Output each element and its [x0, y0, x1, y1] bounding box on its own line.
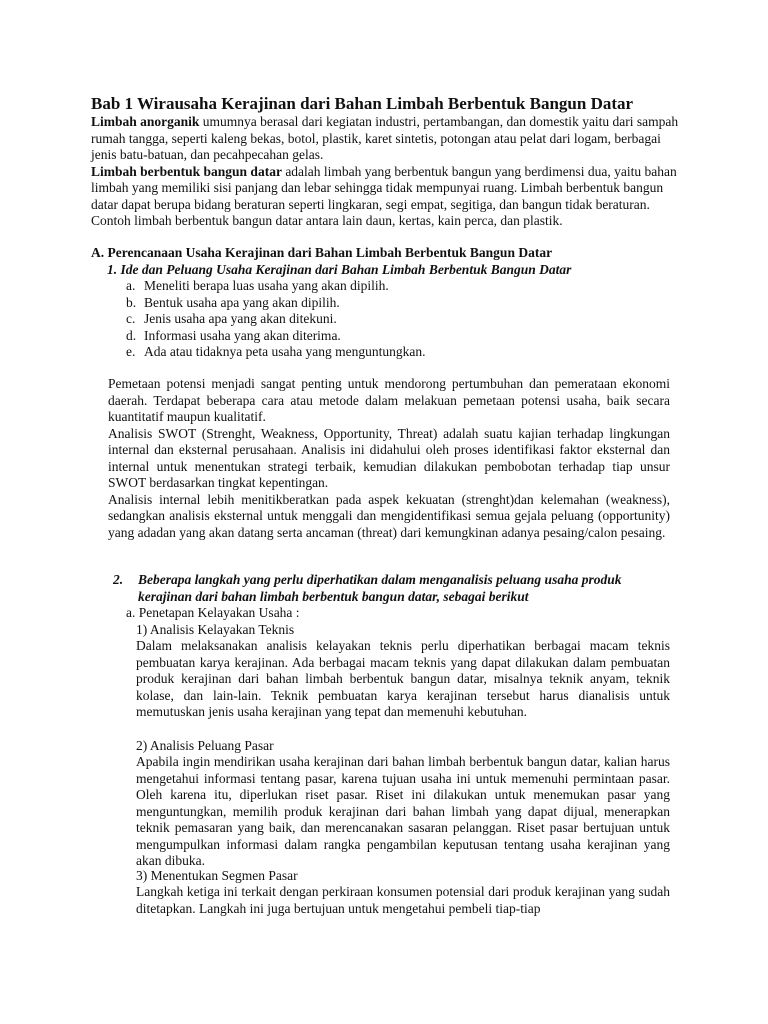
intro-text: adalah limbah yang berbentuk bangun yang berdimensi dua, yaitu bahan limbah yang memiliki sisi panjang dan lebar sehingga tidak mempunyai ruang. Limbah berbentuk bangun datar dapat berupa bidang beraturan seperti lingkaran, segi empat, segitiga, dan bangun tidak beraturan. Contoh limbah berbentuk bangun datar antara lain daun, kertas, kain perca, dan plastik. [91, 163, 677, 228]
body-paragraph: Pemetaan potensi menjadi sangat penting untuk mendorong pertumbuhan dan pemerataan ekonomi daerah. Terdapat beberapa cara atau metode dalam melakuan pemetaan potensi usaha, baik secara kuantitatif maupun kualitatif. [108, 376, 670, 424]
list-item-text: Informasi usaha yang akan diterima. [144, 327, 341, 343]
intro-term: Limbah berbentuk bangun datar [91, 163, 282, 179]
analysis-body-segment [136, 884, 670, 917]
list-item-text: Bentuk usaha apa yang akan dipilih. [144, 294, 340, 310]
analysis-heading-technical: 1) Analisis Kelayakan Teknis [136, 622, 295, 637]
list-item [126, 278, 426, 295]
body-paragraph: Analisis SWOT (Strenght, Weakness, Opportunity, Threat) adalah suatu kajian terhadap lingkungan internal dan eksternal perusahaan. Analisis ini didahului oleh proses identifikasi faktor eksternal dan internal untuk menentukan strategi terbaik, kemudian dilakukan pembobotan terhadap tiap unsur SWOT berdasarkan tingkat kepentingan. [108, 425, 670, 490]
intro-text: umumnya berasal dari kegiatan industri, pertambangan, dan domestik yaitu dari sampah rumah tangga, seperti kaleng bekas, botol, plastik, karet sintetis, potongan atau pelat dari logam, berbagai jenis batu-batuan, dan pecahpecahan gelas. [91, 114, 679, 162]
list-marker: b. [126, 294, 137, 310]
list-item-text: Jenis usaha apa yang akan ditekuni. [144, 311, 337, 326]
subsection-1-list [126, 278, 426, 361]
intro-term: Limbah anorganik [91, 114, 200, 129]
subsection-2-title: Beberapa langkah yang perlu diperhatikan dalam menganalisis peluang usaha produk kerajinan dari bahan limbah berbentuk bangun datar, sebagai berikut [138, 572, 622, 604]
subsection-1-heading: 1. Ide dan Peluang Usaha Kerajinan dari Bahan Limbah Berbentuk Bangun Datar [107, 262, 572, 277]
body-paragraph: Dalam melaksanakan analisis kelayakan teknis perlu diperhatikan berbagai macam teknis pembuatan karya kerajinan. Ada berbagai macam teknis yang dapat dilakukan dalam pembuatan produk kerajinan dari bahan limbah berbentuk bangun datar, misalnya teknik anyam, teknik kolase, dan lain-lain. Teknik pembuatan karya kerajinan tersebut harus dianalisis untuk memutuskan jenis usaha kerajinan yang tepat dan memenuhi kebutuhan. [136, 638, 670, 719]
list-marker: e. [126, 344, 136, 359]
list-item-text: Ada atau tidaknya peta usaha yang menguntungkan. [144, 344, 426, 359]
intro-block [91, 114, 679, 230]
list-item-text: Meneliti berapa luas usaha yang akan dipilih. [144, 278, 389, 293]
list-marker: d. [126, 327, 137, 343]
page-title: Bab 1 Wirausaha Kerajinan dari Bahan Limbah Berbentuk Bangun Datar [91, 94, 634, 113]
list-marker: c. [126, 311, 136, 326]
body-paragraph: Langkah ketiga ini terkait dengan perkiraan konsumen potensial dari produk kerajinan yang sudah ditetapkan. Langkah ini juga bertujuan untuk mengetahui pembeli tiap-tiap [136, 884, 670, 916]
list-item [126, 344, 426, 361]
intro-paragraph [91, 114, 679, 164]
list-item [126, 311, 426, 328]
subsection-2-heading [113, 572, 643, 605]
intro-paragraph [91, 164, 679, 230]
analysis-body-technical [136, 638, 670, 721]
subsection-2-number: 2. [113, 572, 124, 587]
analysis-body-market [136, 754, 670, 870]
analysis-heading-segment: 3) Menentukan Segmen Pasar [136, 868, 298, 883]
body-paragraph: Apabila ingin mendirikan usaha kerajinan dari bahan limbah berbentuk bangun datar, kalian harus mengetahui informasi tentang pasar, karena tujuan usaha ini untuk memenuhi permintaan pasar. Oleh karena itu, diperlukan riset pasar. Riset ini dilakukan untuk menemukan pasar yang menguntungkan, memilih produk kerajinan dari bahan limbah yang dapat dijual, menerapkan teknik pemasaran yang baik, dan merencanakan sasaran pelanggan. Riset pasar bertujuan untuk mengumpulkan informasi dalam rangka pengambilan keputusan tentang usaha kerajinan yang akan dibuka. [136, 754, 670, 868]
section-a-heading: A. Perencanaan Usaha Kerajinan dari Bahan Limbah Berbentuk Bangun Datar [91, 245, 553, 260]
list-item [126, 295, 426, 312]
body-paragraph: Analisis internal lebih menitikberatkan pada aspek kekuatan (strenght)dan kelemahan (weakness), sedangkan analisis eksternal untuk menggali dan mengidentifikasi semua gejala peluang (opportunity) yang adadan yang akan datang serta ancaman (threat) dari kemungkinan adanya pesaing/calon pesaing. [108, 491, 670, 540]
list-item [126, 328, 426, 345]
subsection-2-item-a: a. Penetapan Kelayakan Usaha : [126, 605, 300, 620]
subsection-1-body [108, 376, 670, 541]
analysis-heading-market: 2) Analisis Peluang Pasar [136, 738, 274, 753]
list-marker: a. [126, 278, 136, 293]
